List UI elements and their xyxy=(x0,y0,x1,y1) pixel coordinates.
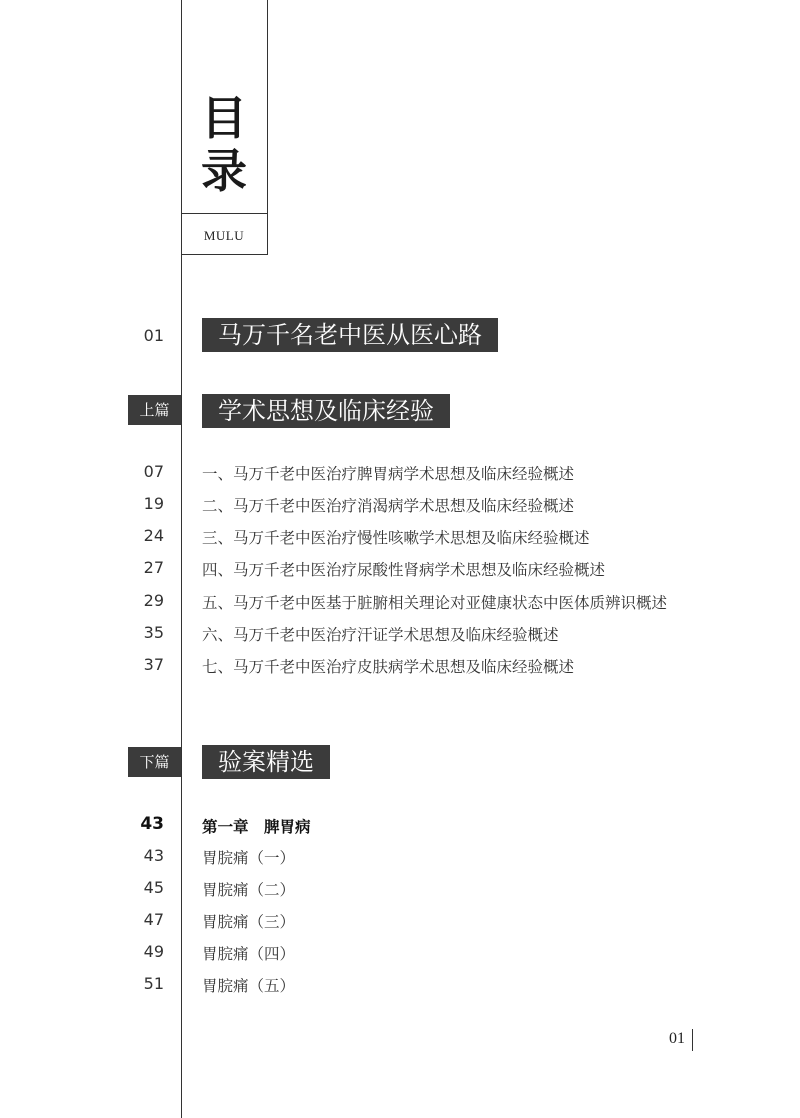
chapter-page: 43 xyxy=(140,814,164,834)
toc-title-char-1: 目 xyxy=(201,91,247,145)
part1-title[interactable]: 学术思想及临床经验 xyxy=(202,394,450,428)
toc-page: 27 xyxy=(143,558,164,577)
chapter-title[interactable]: 第一章 脾胃病 xyxy=(202,818,311,836)
toc-title-char-2: 录 xyxy=(201,144,247,198)
toc-entry[interactable]: 一、马万千老中医治疗脾胃病学术思想及临床经验概述 xyxy=(202,465,575,483)
toc-pinyin: MULU xyxy=(181,214,268,255)
intro-page: 01 xyxy=(143,326,164,345)
toc-page: 35 xyxy=(143,623,164,642)
toc-page: 49 xyxy=(143,942,164,961)
toc-entry[interactable]: 二、马万千老中医治疗消渴病学术思想及临床经验概述 xyxy=(202,497,575,515)
toc-page: 24 xyxy=(143,526,164,545)
toc-entry[interactable]: 三、马万千老中医治疗慢性咳嗽学术思想及临床经验概述 xyxy=(202,529,590,547)
toc-page: 47 xyxy=(143,910,164,929)
toc-page: 07 xyxy=(143,462,164,481)
part2-label: 下篇 xyxy=(128,747,181,777)
toc-entry[interactable]: 五、马万千老中医基于脏腑相关理论对亚健康状态中医体质辨识概述 xyxy=(202,594,668,612)
part2-title[interactable]: 验案精选 xyxy=(202,745,330,779)
toc-entry[interactable]: 胃脘痛（五） xyxy=(202,977,296,995)
toc-page: 19 xyxy=(143,494,164,513)
footer-divider xyxy=(692,1029,693,1051)
toc-entry[interactable]: 七、马万千老中医治疗皮肤病学术思想及临床经验概述 xyxy=(202,658,575,676)
toc-entry[interactable]: 六、马万千老中医治疗汗证学术思想及临床经验概述 xyxy=(202,626,559,644)
intro-title[interactable]: 马万千名老中医从医心路 xyxy=(202,318,498,352)
toc-entry[interactable]: 胃脘痛（四） xyxy=(202,945,296,963)
toc-page: 51 xyxy=(143,974,164,993)
toc-entry[interactable]: 胃脘痛（二） xyxy=(202,881,296,899)
page-number: 01 xyxy=(669,1030,685,1047)
toc-page: 29 xyxy=(143,591,164,610)
toc-page: 37 xyxy=(143,655,164,674)
toc-entry[interactable]: 胃脘痛（三） xyxy=(202,913,296,931)
part1-label: 上篇 xyxy=(128,395,181,425)
toc-entry[interactable]: 胃脘痛（一） xyxy=(202,849,296,867)
title-box xyxy=(181,0,268,213)
toc-page: 43 xyxy=(143,846,164,865)
toc-entry[interactable]: 四、马万千老中医治疗尿酸性肾病学术思想及临床经验概述 xyxy=(202,561,606,579)
toc-page: 45 xyxy=(143,878,164,897)
